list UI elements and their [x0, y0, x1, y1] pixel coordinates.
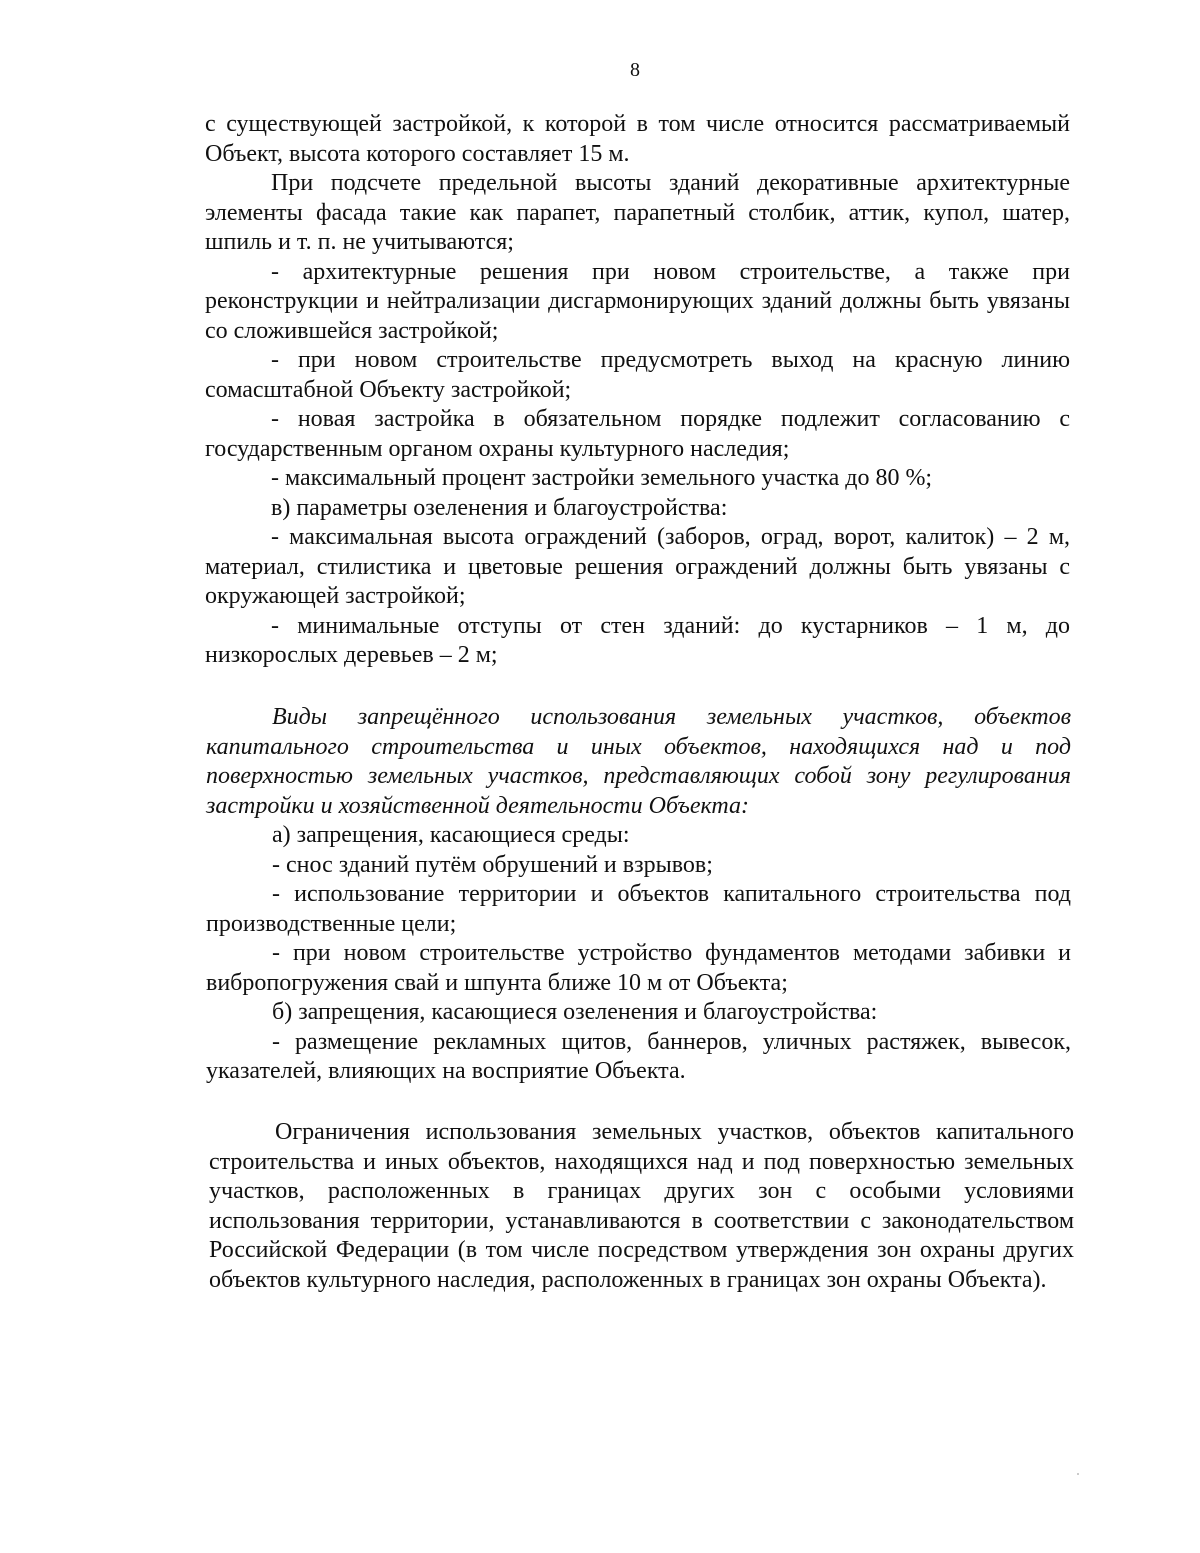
subsection-heading: б) запрещения, касающиеся озеленения и благоустройства: [272, 999, 878, 1025]
list-item: - архитектурные решения при новом строительстве, а также при реконструкции и нейтрализации дисгармонирующих зданий должны быть увязаны со сложившейся застройкой; [205, 258, 1070, 344]
paragraph: Ограничения использования земельных участков, объектов капитального строительства и иных объектов, находящихся над и под поверхностью земельных участков, расположенных в границах других зон с особыми условиями использования территории, устанавливаются в соответствии с законодательством Российской Федерации (в том числе посредством утверждения зон охраны других объектов культурного наследия, расположенных в границах зон охраны Объекта). [209, 1119, 1074, 1293]
paragraph: При подсчете предельной высоты зданий декоративные архитектурные элементы фасада такие как парапет, парапетный столбик, аттик, купол, шатер, шпиль и т. п. не учитываются; [205, 170, 1070, 255]
prohibited-uses-section [206, 703, 1071, 1087]
list-item: - при новом строительстве предусмотреть выход на красную линию сомасштабной Объекту застройкой; [205, 347, 1070, 403]
list-item: - использование территории и объектов капитального строительства под производственные цели; [206, 881, 1071, 937]
scan-speck [1077, 1473, 1079, 1475]
list-item: - максимальный процент застройки земельного участка до 80 %; [271, 465, 933, 491]
page-number: 8 [630, 59, 640, 81]
other-zones-restrictions [209, 1118, 1074, 1295]
list-item: - снос зданий путём обрушений и взрывов; [272, 851, 713, 878]
list-item: - новая застройка в обязательном порядке подлежит согласованию с государственным органом охраны культурного наследия; [205, 406, 1070, 462]
subsection-heading: в) параметры озеленения и благоустройства: [271, 494, 728, 521]
section-heading: Виды запрещённого использования земельных участков, объектов капитального строительства и иных объектов, находящихся над и под поверхностью земельных участков, представляющих собой зону регулирования застройки и хозяйственной деятельности Объекта: [206, 704, 1071, 819]
subsection-heading: а) запрещения, касающиеся среды: [272, 822, 630, 848]
list-item: - максимальная высота ограждений (заборов, оград, ворот, калиток) – 2 м, материал, стилистика и цветовые решения ограждений должны быть увязаны с окружающей застройкой; [205, 524, 1070, 609]
list-item: - размещение рекламных щитов, баннеров, уличных растяжек, вывесок, указателей, влияющих на восприятие Объекта. [206, 1028, 1071, 1084]
list-item: - минимальные отступы от стен зданий: до кустарников – 1 м, до низкорослых деревьев – 2 м; [205, 612, 1070, 668]
paragraph: с существующей застройкой, к которой в том числе относится рассматриваемый Объект, высота которого составляет 15 м. [205, 111, 1070, 167]
list-item: - при новом строительстве устройство фундаментов методами забивки и вибропогружения свай и шпунта ближе 10 м от Объекта; [206, 940, 1071, 996]
height-and-greening-requirements [205, 110, 1070, 671]
